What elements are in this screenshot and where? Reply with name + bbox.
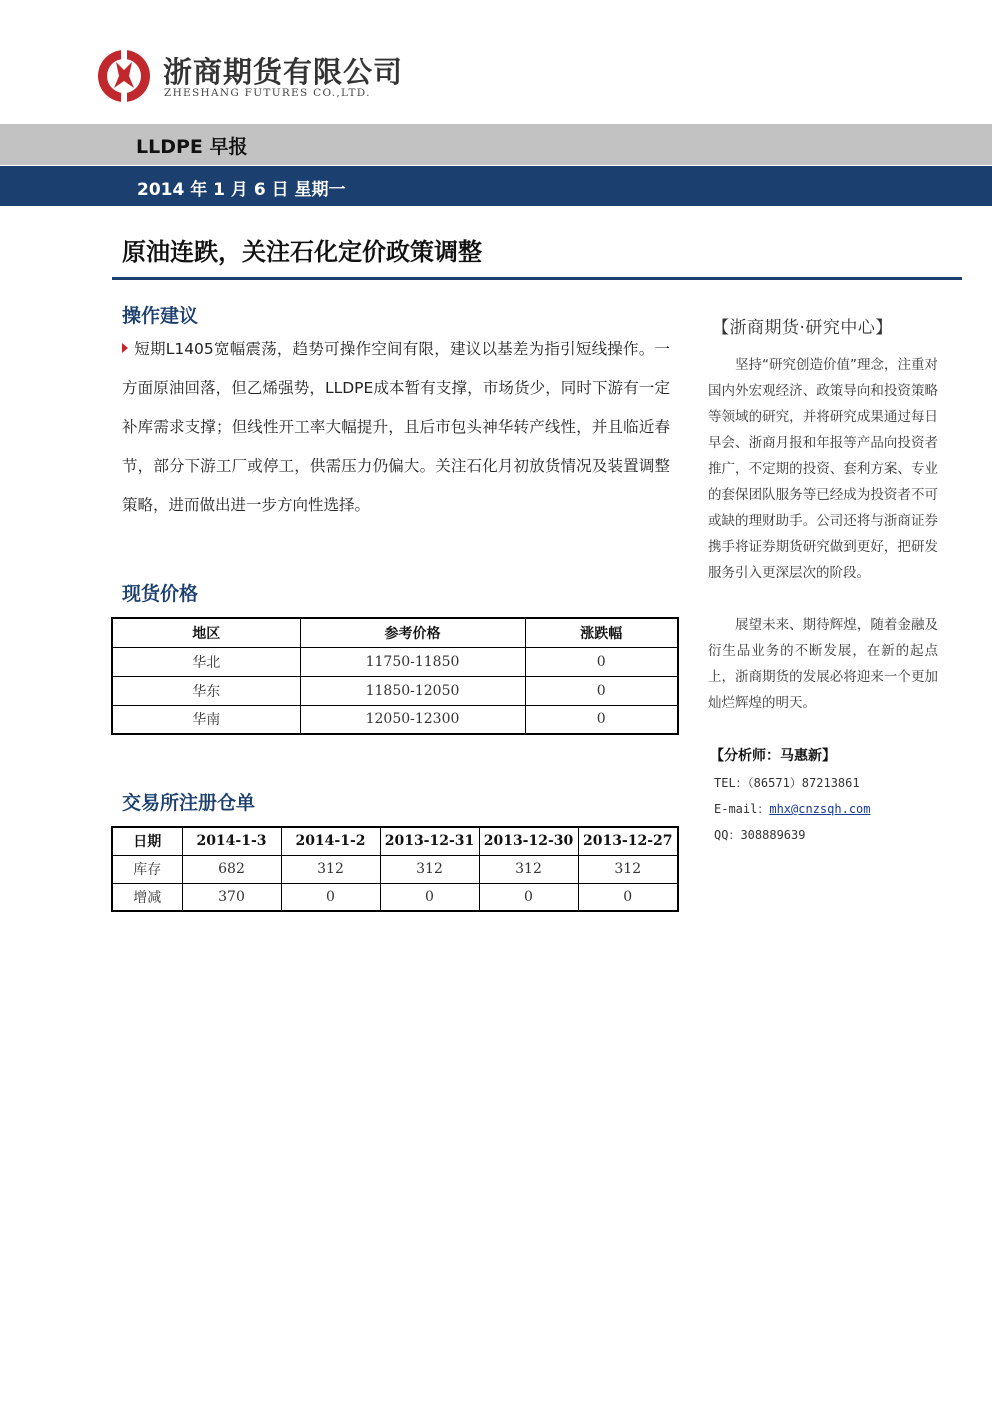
table-row <box>112 705 678 734</box>
table-cell: 370 <box>182 883 281 911</box>
advice-text: 短期L1405宽幅震荡，趋势可操作空间有限，建议以基差为指引短线操作。一方面原油回落，但乙烯强势，LLDPE成本暂有支撑，市场货少，同时下游有一定补库需求支撑；但线性开工率大幅提升，且后市包头神华转产线性，并且临近春节，部分下游工厂或停工，供需压力仍偏大。关注石化月初放货情况及装置调整策略，进而做出进一步方向性选择。 <box>122 340 670 514</box>
table-cell: 华东 <box>112 676 300 705</box>
table-header-cell: 日期 <box>112 827 182 855</box>
table-row <box>112 647 678 676</box>
headline-divider <box>112 277 962 280</box>
table-cell: 312 <box>380 855 479 883</box>
table-row <box>112 855 678 883</box>
table-cell: 312 <box>578 855 678 883</box>
research-center-title: 【浙商期货·研究中心】 <box>712 318 893 338</box>
table-header-row <box>112 827 678 855</box>
table-row <box>112 676 678 705</box>
table-cell: 0 <box>525 647 678 676</box>
table-header-cell: 涨跌幅 <box>525 618 678 647</box>
table-cell: 0 <box>525 676 678 705</box>
table-header-cell: 2013-12-27 <box>578 827 678 855</box>
table-cell: 11750-11850 <box>300 647 525 676</box>
advice-section-title: 操作建议 <box>122 305 199 327</box>
table-header-cell: 2014-1-2 <box>281 827 380 855</box>
bullet-arrow-icon <box>122 343 128 353</box>
email-link[interactable]: mhx@cnzsqh.com <box>769 802 871 816</box>
warrant-table <box>111 826 679 912</box>
report-date: 2014 年 1 月 6 日 星期一 <box>137 180 346 200</box>
research-center-outlook: 展望未来、期待辉煌，随着金融及衍生品业务的不断发展，在新的起点上，浙商期货的发展必将迎来一个更加灿烂辉煌的明天。 <box>708 617 938 711</box>
company-name-cn: 浙商期货有限公司 <box>163 55 404 89</box>
table-cell: 682 <box>182 855 281 883</box>
table-cell: 12050-12300 <box>300 705 525 734</box>
table-header-cell: 2014-1-3 <box>182 827 281 855</box>
table-cell: 312 <box>479 855 578 883</box>
table-header-row <box>112 618 678 647</box>
table-cell: 0 <box>281 883 380 911</box>
table-header-cell: 参考价格 <box>300 618 525 647</box>
report-type: LLDPE 早报 <box>136 136 248 158</box>
table-header-cell: 2013-12-30 <box>479 827 578 855</box>
company-logo-icon <box>96 48 152 104</box>
headline: 原油连跌，关注石化定价政策调整 <box>122 238 482 266</box>
table-cell: 312 <box>281 855 380 883</box>
spot-section-title: 现货价格 <box>122 583 199 605</box>
analyst-phone: TEL：（86571）87213861 <box>714 776 860 790</box>
spot-price-table <box>111 617 679 735</box>
table-cell: 库存 <box>112 855 182 883</box>
table-header-cell: 2013-12-31 <box>380 827 479 855</box>
table-header-cell: 地区 <box>112 618 300 647</box>
table-row <box>112 883 678 911</box>
analyst-email <box>714 800 871 817</box>
table-cell: 华北 <box>112 647 300 676</box>
table-cell: 0 <box>380 883 479 911</box>
research-center-intro: 坚持“研究创造价值”理念，注重对国内外宏观经济、政策导向和投资策略等领域的研究，并将研究成果通过每日早会、浙商月报和年报等产品向投资者推广，不定期的投资、套利方案、专业的套保团队服务等已经成为投资者不可或缺的理财助手。公司还将与浙商证券携手将证券期货研究做到更好，把研发服务引入更深层次的阶段。 <box>708 357 938 581</box>
table-cell: 0 <box>525 705 678 734</box>
analyst-qq: QQ：308889639 <box>714 828 806 842</box>
table-cell: 0 <box>479 883 578 911</box>
advice-paragraph <box>122 330 670 525</box>
table-cell: 增减 <box>112 883 182 911</box>
table-cell: 11850-12050 <box>300 676 525 705</box>
email-label: E-mail： <box>714 802 770 816</box>
table-cell: 0 <box>578 883 678 911</box>
table-cell: 华南 <box>112 705 300 734</box>
warrant-section-title: 交易所注册仓单 <box>122 792 256 814</box>
analyst-label: 【分析师：马惠新】 <box>710 748 836 764</box>
company-name-en: ZHESHANG FUTURES CO.,LTD. <box>164 87 371 99</box>
